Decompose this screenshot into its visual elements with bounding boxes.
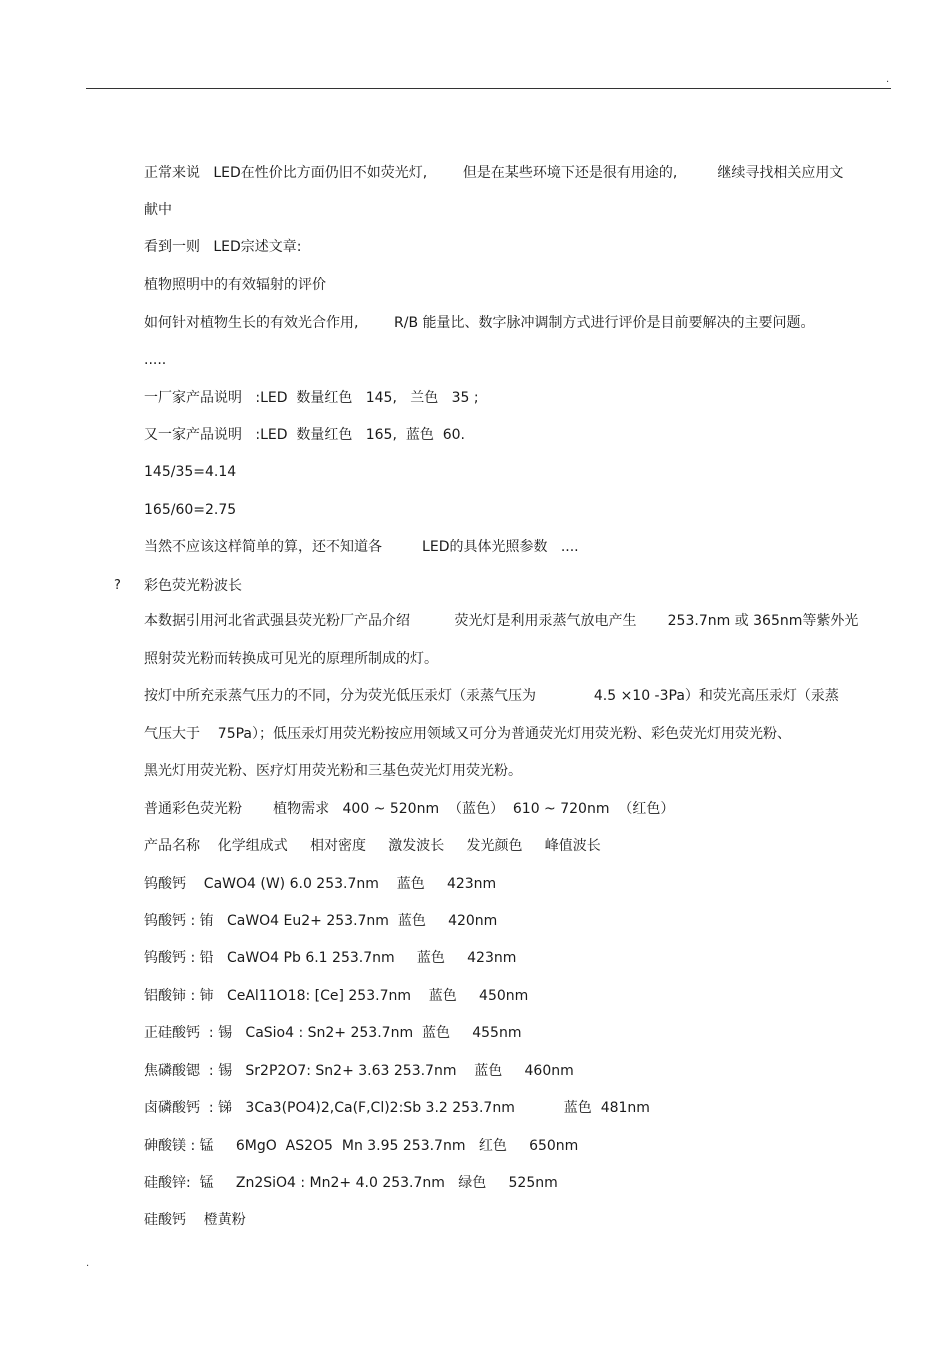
paragraph-line: 普通彩色荧光粉 植物需求 400 ~ 520nm （蓝色） 610 ~ 720nm （红色） [144, 801, 675, 817]
product-line: 砷酸镁 : 锰 6MgO AS2O5 Mn 3.95 253.7nm 红色 650nm [144, 1138, 579, 1154]
table-header-line: 产品名称 化学组成式 相对密度 激发波长 发光颜色 峰值波长 [144, 838, 601, 854]
paragraph-line: 本数据引用河北省武强县荧光粉厂产品介绍 荧光灯是利用汞蒸气放电产生 253.7nm 或 365nm等紫外光 [144, 613, 859, 629]
product-line: 正硅酸钙 : 锡 CaSio4 : Sn2+ 253.7nm 蓝色 455nm [144, 1025, 522, 1041]
corner-mark-top: . [886, 74, 890, 85]
paragraph-line: 165/60=2.75 [144, 502, 237, 518]
product-line: 焦磷酸锶 : 锡 Sr2P2O7: Sn2+ 3.63 253.7nm 蓝色 460nm [144, 1063, 574, 1079]
product-line: 硅酸锌: 锰 Zn2SiO4 : Mn2+ 4.0 253.7nm 绿色 525nm [144, 1175, 558, 1191]
paragraph-line: 献中 [144, 202, 172, 218]
paragraph-line: 植物照明中的有效辐射的评价 [144, 277, 326, 293]
paragraph-line: 气压大于 75Pa）；低压汞灯用荧光粉按应用领域又可分为普通荧光灯用荧光粉、彩色荧光灯用荧光粉、 [144, 726, 792, 742]
section-heading: 彩色荧光粉波长 [144, 578, 242, 594]
paragraph-line: 看到一则 LED宗述文章: [144, 239, 302, 255]
paragraph-line: 正常来说 LED在性价比方面仍旧不如荧光灯, 但是在某些环境下还是很有用途的, 继续寻找相关应用文 [144, 165, 844, 181]
product-line: 钨酸钙 CaWO4 (W) 6.0 253.7nm 蓝色 423nm [144, 876, 497, 892]
paragraph-line: 按灯中所充汞蒸气压力的不同，分为荧光低压汞灯（汞蒸气压为 4.5 ×10 -3Pa）和荧光高压汞灯（汞蒸 [144, 688, 839, 704]
bullet-marker: ? [114, 578, 121, 593]
paragraph-line: 当然不应该这样简单的算，还不知道各 LED的具体光照参数 .... [144, 539, 579, 555]
paragraph-line: 照射荧光粉而转换成可见光的原理所制成的灯。 [144, 651, 438, 667]
corner-mark-bottom: . [86, 1258, 90, 1269]
paragraph-line: 145/35=4.14 [144, 464, 237, 480]
product-line: 卤磷酸钙 : 锑 3Ca3(PO4)2,Ca(F,Cl)2:Sb 3.2 253.7nm 蓝色 481nm [144, 1100, 650, 1116]
product-line: 钨酸钙 : 铅 CaWO4 Pb 6.1 253.7nm 蓝色 423nm [144, 950, 517, 966]
header-rule [86, 88, 891, 89]
paragraph-line: 如何针对植物生长的有效光合作用, R/B 能量比、数字脉冲调制方式进行评价是目前要解决的主要问题。 [144, 315, 815, 331]
product-line: 硅酸钙 橙黄粉 [144, 1212, 246, 1228]
paragraph-line: 黑光灯用荧光粉、医疗灯用荧光粉和三基色荧光灯用荧光粉。 [144, 763, 522, 779]
paragraph-line: ..... [144, 352, 167, 368]
paragraph-line: 一厂家产品说明 :LED 数量红色 145, 兰色 35 ; [144, 390, 479, 406]
product-line: 铝酸铈 : 铈 CeAl11O18: [Ce] 253.7nm 蓝色 450nm [144, 988, 529, 1004]
paragraph-line: 又一家产品说明 :LED 数量红色 165, 蓝色 60. [144, 427, 465, 443]
product-line: 钨酸钙 : 铕 CaWO4 Eu2+ 253.7nm 蓝色 420nm [144, 913, 498, 929]
